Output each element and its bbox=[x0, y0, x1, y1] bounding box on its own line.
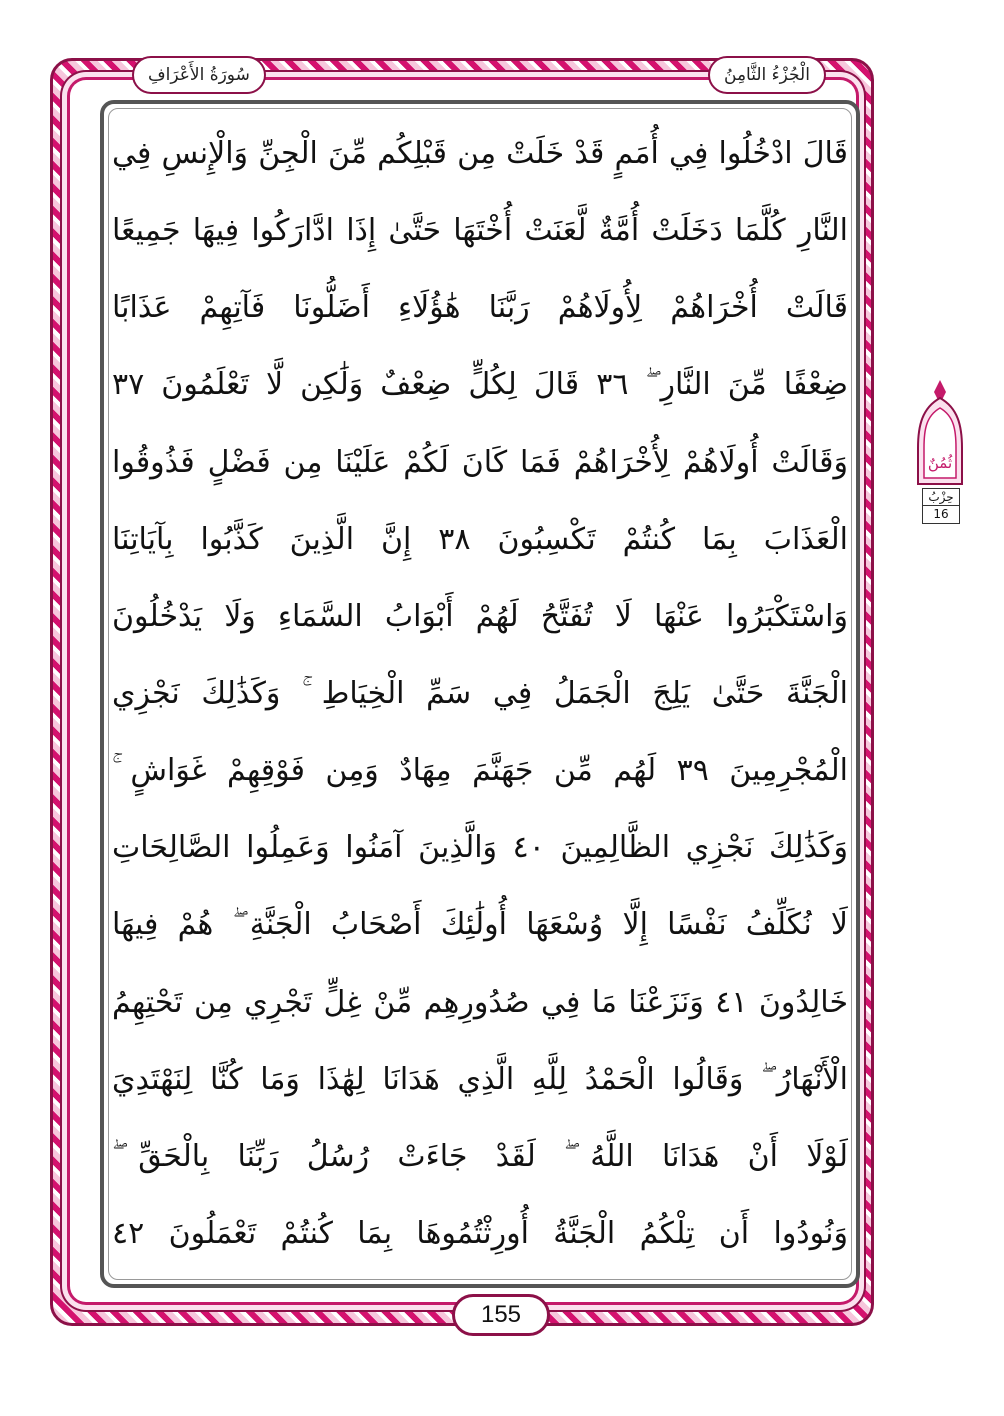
verse-line: خَالِدُونَ ٤١ وَنَزَعْنَا مَا فِي صُدُورِهِم مِّنْ غِلٍّ تَجْرِي مِن تَحْتِهِمُ bbox=[112, 984, 848, 1020]
juz-label: الْجُزْءُ الثَّامِنُ bbox=[708, 56, 826, 94]
verse-line: وَنُودُوا أَن تِلْكُمُ الْجَنَّةُ أُورِثْتُمُوهَا بِمَا كُنتُمْ تَعْمَلُونَ ٤٢ bbox=[112, 1215, 848, 1251]
verse-line: النَّارِ كُلَّمَا دَخَلَتْ أُمَّةٌ لَّعَنَتْ أُخْتَهَا حَتَّىٰ إِذَا ادَّارَكُوا فِيهَا جَمِيعًا bbox=[112, 213, 848, 249]
verse-line: الْعَذَابَ بِمَا كُنتُمْ تَكْسِبُونَ ٣٨ إِنَّ الَّذِينَ كَذَّبُوا بِآيَاتِنَا bbox=[112, 521, 848, 557]
verse-line: لَا نُكَلِّفُ نَفْسًا إِلَّا وُسْعَهَا أُولَٰئِكَ أَصْحَابُ الْجَنَّةِ ۖ هُمْ فِيهَا bbox=[112, 907, 848, 943]
verse-line: الْمُجْرِمِينَ ٣٩ لَهُم مِّن جَهَنَّمَ مِهَادٌ وَمِن فَوْقِهِمْ غَوَاشٍ ۚ bbox=[112, 753, 848, 789]
verse-line: قَالَ ادْخُلُوا فِي أُمَمٍ قَدْ خَلَتْ مِن قَبْلِكُم مِّنَ الْجِنِّ وَالْإِنسِ فِي bbox=[112, 136, 848, 171]
page-number: 155 bbox=[452, 1294, 550, 1336]
verse-line: وَاسْتَكْبَرُوا عَنْهَا لَا تُفَتَّحُ لَهُمْ أَبْوَابُ السَّمَاءِ وَلَا يَدْخُلُونَ bbox=[112, 598, 848, 634]
verse-line: قَالَتْ أُخْرَاهُمْ لِأُولَاهُمْ رَبَّنَا هَٰؤُلَاءِ أَضَلُّونَا فَآتِهِمْ عَذَابًا bbox=[112, 290, 848, 326]
surah-label: سُورَةُ الأَعْرَافِ bbox=[132, 56, 266, 94]
thumn-label: ثُمُنٌ bbox=[927, 454, 953, 472]
hizb-word: حِزْبُ bbox=[923, 489, 959, 506]
hizb-number: 16 bbox=[933, 507, 949, 521]
verse-line: وَكَذَٰلِكَ نَجْزِي الظَّالِمِينَ ٤٠ وَالَّذِينَ آمَنُوا وَعَمِلُوا الصَّالِحَاتِ bbox=[112, 830, 848, 866]
verse-line: الْأَنْهَارُ ۖ وَقَالُوا الْحَمْدُ لِلَّهِ الَّذِي هَدَانَا لِهَٰذَا وَمَا كُنَّا لِنَهْتَدِيَ bbox=[112, 1061, 848, 1097]
verse-line: الْجَنَّةَ حَتَّىٰ يَلِجَ الْجَمَلُ فِي سَمِّ الْخِيَاطِ ۚ وَكَذَٰلِكَ نَجْزِي bbox=[112, 675, 848, 711]
verse-text-block bbox=[112, 112, 848, 1276]
hizb-marker bbox=[912, 378, 972, 521]
hizb-box bbox=[922, 488, 960, 524]
verse-line: لَوْلَا أَنْ هَدَانَا اللَّهُ ۖ لَقَدْ جَاءَتْ رُسُلُ رَبِّنَا بِالْحَقِّ ۖ bbox=[112, 1138, 848, 1174]
verse-line: ضِعْفًا مِّنَ النَّارِ ۖ ٣٦ قَالَ لِكُلٍّ ضِعْفٌ وَلَٰكِن لَّا تَعْلَمُونَ ٣٧ bbox=[112, 367, 848, 403]
verse-line: وَقَالَتْ أُولَاهُمْ لِأُخْرَاهُمْ فَمَا كَانَ لَكُمْ عَلَيْنَا مِن فَضْلٍ فَذُوقُوا bbox=[112, 444, 848, 480]
